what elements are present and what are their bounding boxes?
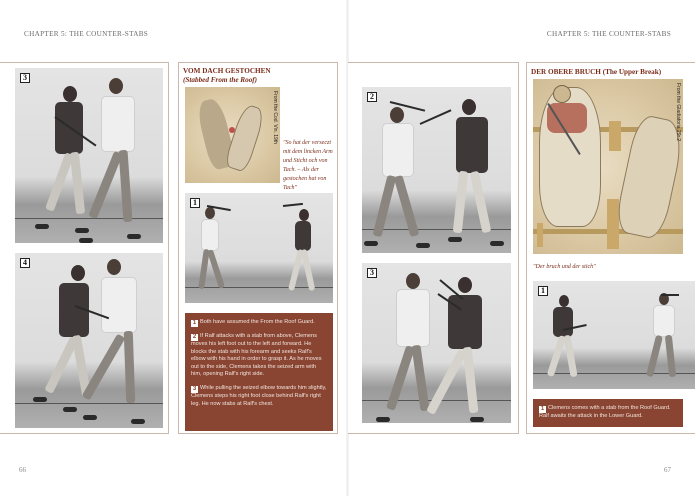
step-number-badge: 1: [538, 286, 548, 296]
fence-post: [607, 199, 619, 249]
caption-number: 3: [192, 385, 197, 392]
caption-step-1: 1 Both have assumed the From the Roof Guard.: [192, 319, 315, 326]
step-number-badge: 3: [367, 268, 377, 278]
dagger-stick: [661, 294, 679, 296]
caption-step-1: 1 Clemens comes with a stab from the Roof Guard. Ralf awaits the attack in the Lower Guard.: [539, 405, 671, 419]
caption-number: 2: [192, 334, 197, 340]
floor-line: [15, 218, 163, 219]
vom-dach-section-frame: [178, 62, 338, 434]
manuscript-illustration-vom-dach: [185, 87, 280, 183]
fence-post: [537, 223, 543, 247]
photo-step-1-right: [533, 281, 695, 389]
step-number-badge: 3: [20, 73, 30, 83]
section-subtitle: (The Upper Break): [602, 68, 662, 76]
step-number-badge: 2: [367, 92, 377, 102]
caption-step-3: 3 While pulling the seized elbow towards him slightly, Clemens steps his right foot close behind Ralf's right leg. He now stabs at Ralf's chest.: [191, 384, 327, 407]
caption-number: 1: [540, 406, 545, 412]
caption-step-2: 2 If Ralf attacks with a stab from above, Clemens moves his left foot out to the left and forward. He blocks the stab with his forearm and seeks Ralf's elbow with his hand in order to grasp it. As he moves out to the side, Clemens takes the seized arm with him, opening Ralf's right side.: [191, 333, 322, 378]
blood-mark: [229, 127, 235, 133]
der-obere-bruch-section-frame: [526, 62, 695, 434]
photo-step-2: [362, 87, 511, 253]
section-subtitle: (Stabbed From the Roof): [183, 76, 258, 84]
page-number-right: 67: [664, 466, 671, 474]
step-number-badge: 4: [20, 258, 30, 268]
left-column-frame: [0, 62, 169, 434]
running-head-left: CHAPTER 5: THE COUNTER-STABS: [24, 30, 149, 38]
dagger-stick: [283, 203, 303, 207]
photo-step-1: [185, 193, 333, 303]
manuscript-source-label: From the Cod. Vin. 19th: [272, 91, 278, 144]
manuscript-head: [553, 85, 571, 103]
fence-post: [609, 121, 621, 151]
floor-line: [15, 403, 163, 404]
manuscript-source-label: From the Gladiatoria 29r.2: [675, 83, 681, 142]
step-number-badge: 1: [190, 198, 200, 208]
caption-number: 1: [192, 320, 197, 326]
manuscript-figure: [613, 113, 683, 241]
section-title-der-obere-bruch: DER OBERE BRUCH (The Upper Break): [531, 68, 662, 76]
photo-step-3: [15, 68, 163, 243]
photo-step-3-right: [362, 263, 511, 423]
running-head-right: CHAPTER 5: THE COUNTER-STABS: [546, 30, 671, 38]
page-number-left: 66: [19, 466, 26, 474]
manuscript-quote: "Der bruch und der stich": [533, 264, 596, 270]
manuscript-sleeve: [547, 103, 587, 133]
photo-step-4: [15, 253, 163, 428]
caption-box-der-obere-bruch: [533, 399, 683, 427]
caption-box-vom-dach: [185, 313, 333, 431]
manuscript-quote: "So hat der verseczt mit dem lincken Arm und Sticht och von Tach. – Als der gestochen hat von Tach": [283, 140, 333, 191]
section-title-vom-dach: VOM DACH GESTOCHEN (Stabbed From the Roof): [183, 67, 271, 84]
manuscript-illustration-der-obere-bruch: [533, 79, 683, 254]
right-page-left-column-frame: [348, 62, 519, 434]
